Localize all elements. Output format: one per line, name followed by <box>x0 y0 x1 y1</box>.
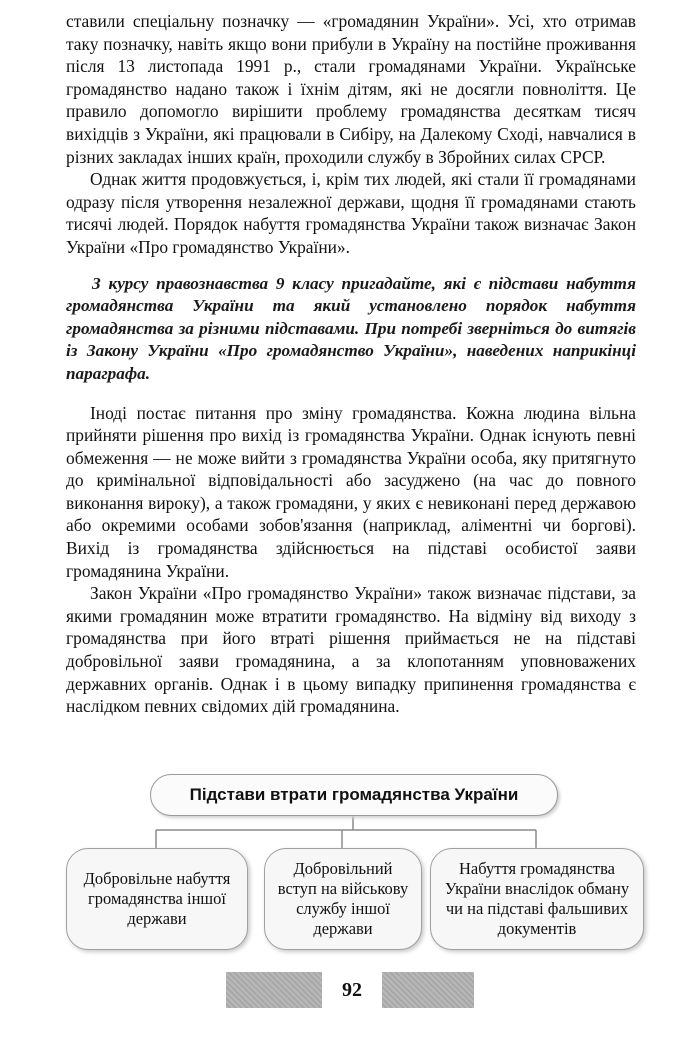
diagram-box-label: Добровільний вступ на військову службу іншої держави <box>277 859 409 938</box>
footer-bar-left <box>226 972 322 1008</box>
footer-bar-right <box>382 972 474 1008</box>
paragraph-2: Однак життя продовжується, і, крім тих людей, які стали її громадянами одразу після утворення незалежної держави, щодня її громадянами стають тисячі людей. Порядок набуття громадянства України також визначає Закон України «Про громадянство України». <box>66 169 636 257</box>
italic-task-note: З курсу правознавства 9 класу пригадайте, які є підстави набуття громадянства України та який установлено порядок набуття громадянства за різними підставами. При потребі зверніться до витягів із Закону України «Про громадянство України», наведених наприкінці параграфа. <box>66 273 636 383</box>
diagram-box-voluntary-acquisition <box>66 848 248 950</box>
diagram-box-fraud <box>430 848 644 950</box>
paragraph-3: Іноді постає питання про зміну громадянства. Кожна людина вільна прийняти рішення про вихід із громадянства України. Однак існують певні обмеження — не може вийти з громадянства України особа, яку притягнуто до кримінальної відповідальності або засуджено (на час до повного виконання вироку), а також громадяни, у яких є невиконані перед державою або окремими особами зобов'язання (наприклад, аліментні чи боргові). Вихід із громадянства здійснюється на підставі особистої заяви громадянина України. <box>66 402 636 581</box>
diagram-box-label: Набуття громадянства України внаслідок обману чи на підставі фальшивих документів <box>444 859 630 938</box>
paragraph-1: ставили спеціальну позначку — «громадянин України». Усі, хто отримав таку позначку, навіть якщо вони прибули в Україну на постійне проживання після 13 листопада 1991 р., стали громадянами України. Українське громадянство надано також і їхнім дітям, які не досягли повноліття. Це правило допомогло вирішити проблему громадянства десяткам тисяч вихідців з України, які працювали в Сибіру, на Далекому Сході, навчалися в різних закладах інших країн, проходили службу в Збройних силах СРСР. <box>66 11 636 167</box>
page-footer <box>0 972 700 1008</box>
page-number: 92 <box>342 978 362 1001</box>
diagram-box-label: Добровільне набуття громадянства іншої держави <box>83 869 231 928</box>
paragraph-4: Закон України «Про громадянство України» також визначає підстави, за якими громадянин може втратити громадянство. На відміну від виходу з громадянства при його втраті рішення приймається не на підставі добровільної заяви громадянина, а за клопотанням уповноважених державних органів. Однак і в цьому випадку припинення громадянства є наслідком певних свідомих дій громадянина. <box>66 583 636 717</box>
diagram-title: Підстави втрати громадянства України <box>150 774 558 816</box>
diagram-box-military-service <box>264 848 422 950</box>
page-text <box>66 10 636 718</box>
